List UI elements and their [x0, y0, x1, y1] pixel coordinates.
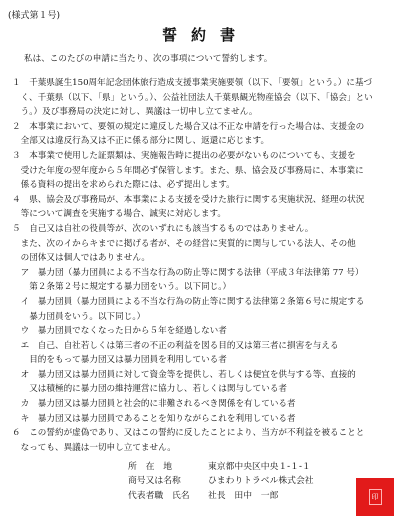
pledge-line: ４ 県、協会及び事務局が、本事業による支援を受けた旅行に関する実施状況、経理の状況: [12, 194, 365, 205]
address-value: 東京都中央区中央１-１-１: [208, 462, 311, 472]
pledge-line: 受けた年度の翌年度から５年間必ず保管します。また、県、協会及び事務局に、本事業に: [12, 165, 364, 176]
pledge-line: 暴力団員をいう。以下同じ。）: [12, 311, 146, 322]
pledge-line: カ 暴力団又は暴力団員と社会的に非難されるべき関係を有している者: [12, 399, 296, 410]
pledge-line: 目的をもって暴力団又は暴力団員を利用している者: [12, 355, 227, 366]
pledge-items: [12, 76, 404, 455]
pledge-line: 全部又は違反行為又は不正に係る部分に関し、返還に応じます。: [12, 136, 270, 147]
pledge-line: 又は積極的に暴力団の維持運営に協力し、若しくは関与している者: [12, 384, 288, 395]
company-line: [128, 474, 314, 488]
representative-value: 社長 田中 一郎: [208, 490, 279, 501]
pledge-line: ５ 自己又は自社の役員等が、次のいずれにも該当するものではありません。: [12, 223, 314, 234]
address-line: [128, 460, 314, 474]
company-label: 商号又は名称: [128, 476, 181, 487]
pledge-line: 等について調査を実施する場合、誠実に対応します。: [12, 209, 226, 220]
company-value: ひまわりトラベル株式会社: [208, 476, 314, 487]
pledge-line: ア 暴力団（暴力団員による不当な行為の防止等に関する法律（平成３年法律第 77 号）: [12, 267, 364, 278]
pledge-line: イ 暴力団員（暴力団員による不当な行為の防止等に関する法律第２条第６号に規定する: [12, 296, 365, 307]
pledge-line: 係る資料の提出を求められた際には、必ず提出します。: [12, 180, 235, 191]
pledge-line: ３ 本事業で使用した証票類は、実施報告時に提出の必要がないものについても、支援を: [12, 150, 356, 161]
form-number: (様式第１号): [8, 11, 61, 21]
pledge-line: う。）及び事務局の決定に対し、異議は一切申し立てません。: [12, 107, 258, 118]
representative-label: 代表者職 氏名: [128, 490, 190, 501]
intro-text: 私は、このたびの申請に当たり、次の事項について誓約します。: [24, 54, 273, 64]
pledge-line: なっても、異議は一切申し立てません。: [12, 442, 176, 453]
document-title: 誓約書: [161, 26, 249, 44]
pledge-line: 第２条第２号に規定する暴力団をいう。以下同じ。）: [12, 282, 232, 293]
pledge-line: ２ 本事業において、要領の規定に違反した場合又は不正な申請を行った場合は、支援金の: [12, 121, 365, 132]
pledge-line: オ 暴力団又は暴力団員に対して資金等を提供し、若しくは便宜を供与する等、直接的: [12, 369, 356, 380]
pledge-line: の団体又は個人ではありません。: [12, 253, 151, 264]
address-label: 所 在 地: [128, 462, 172, 472]
pledge-line: キ 暴力団又は暴力団員であることを知りながらこれを利用している者: [12, 413, 296, 424]
representative-line: [128, 489, 314, 503]
pledge-line: １ 千葉県誕生150周年記念団体旅行造成支援事業実施要領（以下、「要領」という。）に基づ: [12, 78, 373, 88]
seal-mark: 印: [369, 489, 382, 505]
pledge-line: エ 自己、自社若しくは第三者の不正の利益を図る目的又は第三者に損害を与える: [12, 340, 339, 351]
pledge-line: く、千葉県（以下、「県」という。）、公益社団法人千葉県観光物産協会（以下、「協会」とい: [12, 92, 373, 103]
company-seal-stamp: [356, 478, 394, 516]
pledge-line: また、次のイからキまでに掲げる者が、その経営に実質的に関与している法人、その他: [12, 238, 356, 249]
pledge-line: ウ 暴力団員でなくなった日から５年を経過しない者: [12, 326, 227, 337]
pledge-line: ６ この誓約が虚偽であり、又はこの誓約に反したことにより、当方が不利益を被ることと: [12, 428, 365, 439]
signature-block: [128, 460, 314, 503]
